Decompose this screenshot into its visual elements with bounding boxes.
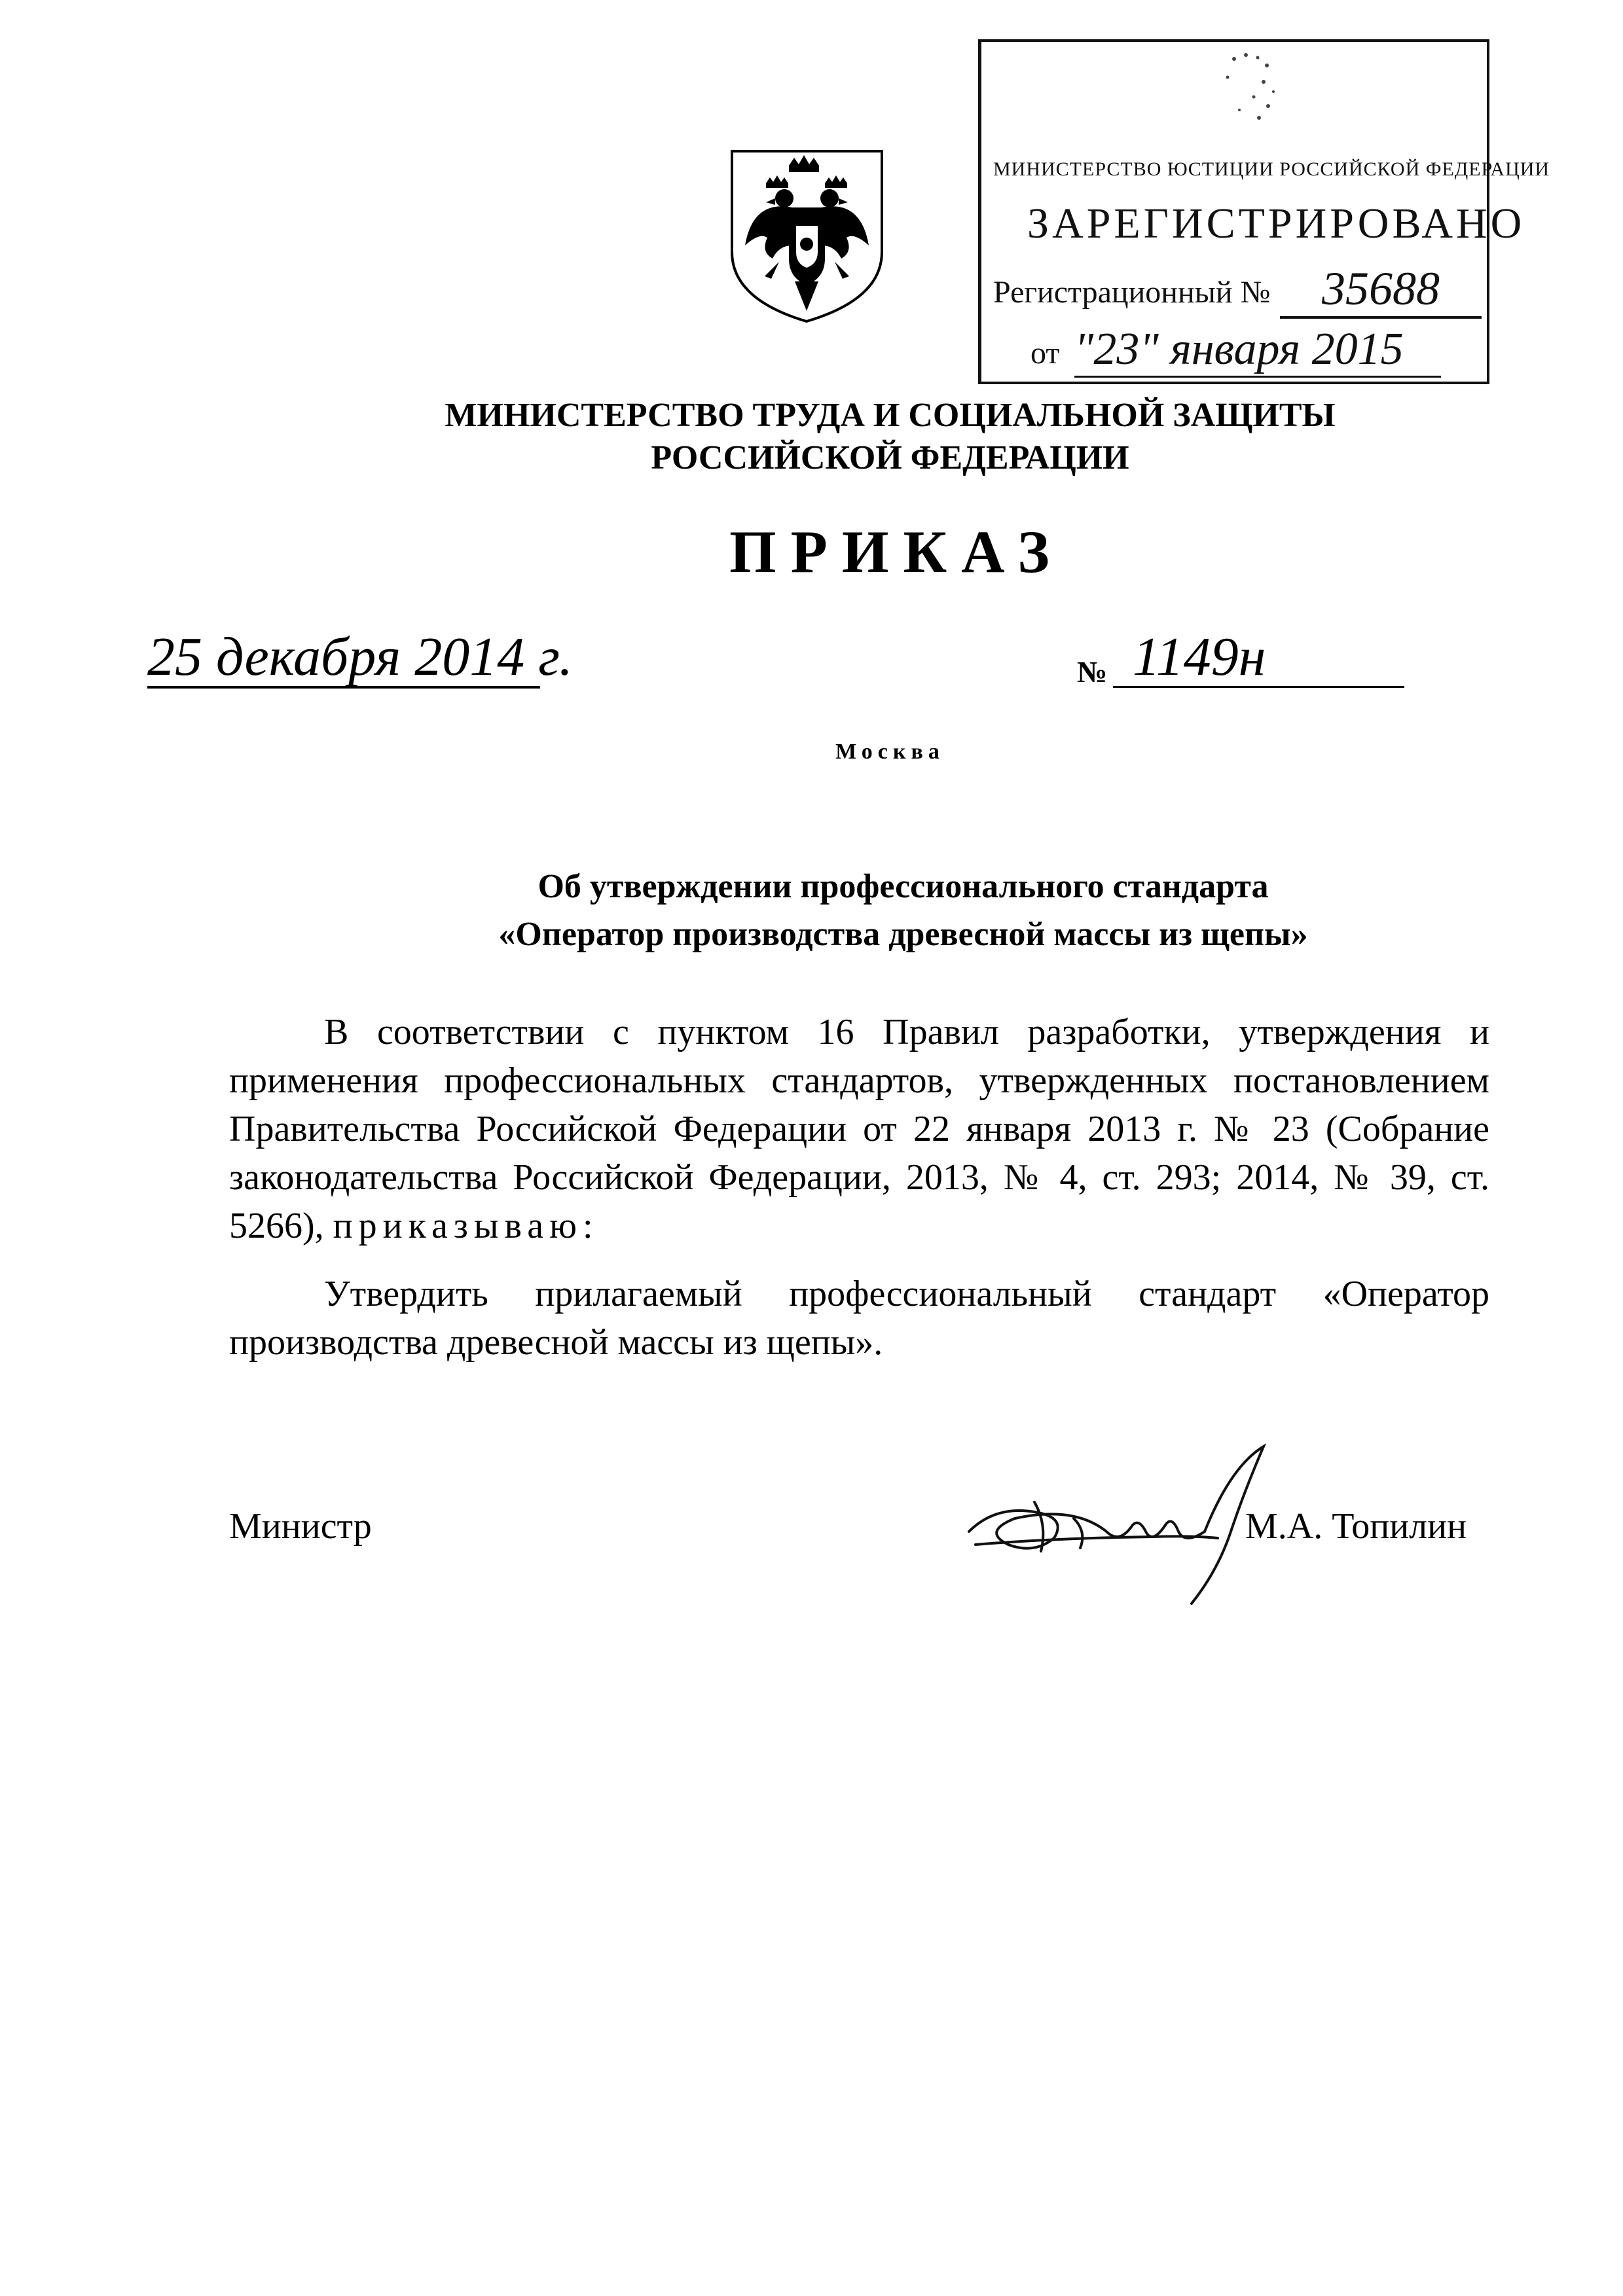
order-word: приказываю: [333,1206,599,1246]
coat-of-arms-icon [727,147,887,325]
ministry-name-line2: РОССИЙСКОЙ ФЕДЕРАЦИИ [651,439,1129,476]
body-paragraph-1-text: В соответствии с пунктом 16 Правил разработки, утверждения и применения профессиональных стандартов, утвержденных постановлением Правительства Российской Федерации от 22 января 2013 г. № 23 (Собрание законодательства Российской Федерации, 2013, № 4, ст. 293; 2014, № 39, ст. 5266), [229,1012,1489,1246]
document-date: 25 декабря 2014 г. [147,628,540,689]
ministry-name-line1: МИНИСТЕРСТВО ТРУДА И СОЦИАЛЬНОЙ ЗАЩИТЫ [445,397,1336,434]
body-paragraph-1 [229,1008,1489,1250]
stamp-regnum-label: Регистрационный № [993,275,1271,310]
signer-position: Министр [229,1506,372,1547]
document-title-line1: Об утверждении профессионального стандарта [538,868,1269,905]
stamp-regnum-value: 35688 [1280,262,1482,319]
document-title-line2: «Оператор производства древесной массы из щепы» [498,916,1308,953]
stamp-date-value: "23" января 2015 [1074,323,1441,378]
document-type: ПРИКАЗ [729,518,1064,585]
signer-name: М.А. Топилин [1245,1506,1467,1547]
body-paragraph-2: Утвердить прилагаемый профессиональный стандарт «Оператор производства древесной массы из щепы». [229,1274,1489,1363]
stamp-seal-mark-icon [1214,46,1293,137]
stamp-registered: ЗАРЕГИСТРИРОВАНО [1027,200,1525,247]
document-number-label: № [1077,655,1108,689]
stamp-date-label: от [1030,336,1060,370]
document-number: 1149н [1113,628,1404,688]
city: Москва [835,740,945,764]
stamp-ministry: МИНИСТЕРСТВО ЮСТИЦИИ РОССИЙСКОЙ ФЕДЕРАЦИИ [993,158,1550,180]
